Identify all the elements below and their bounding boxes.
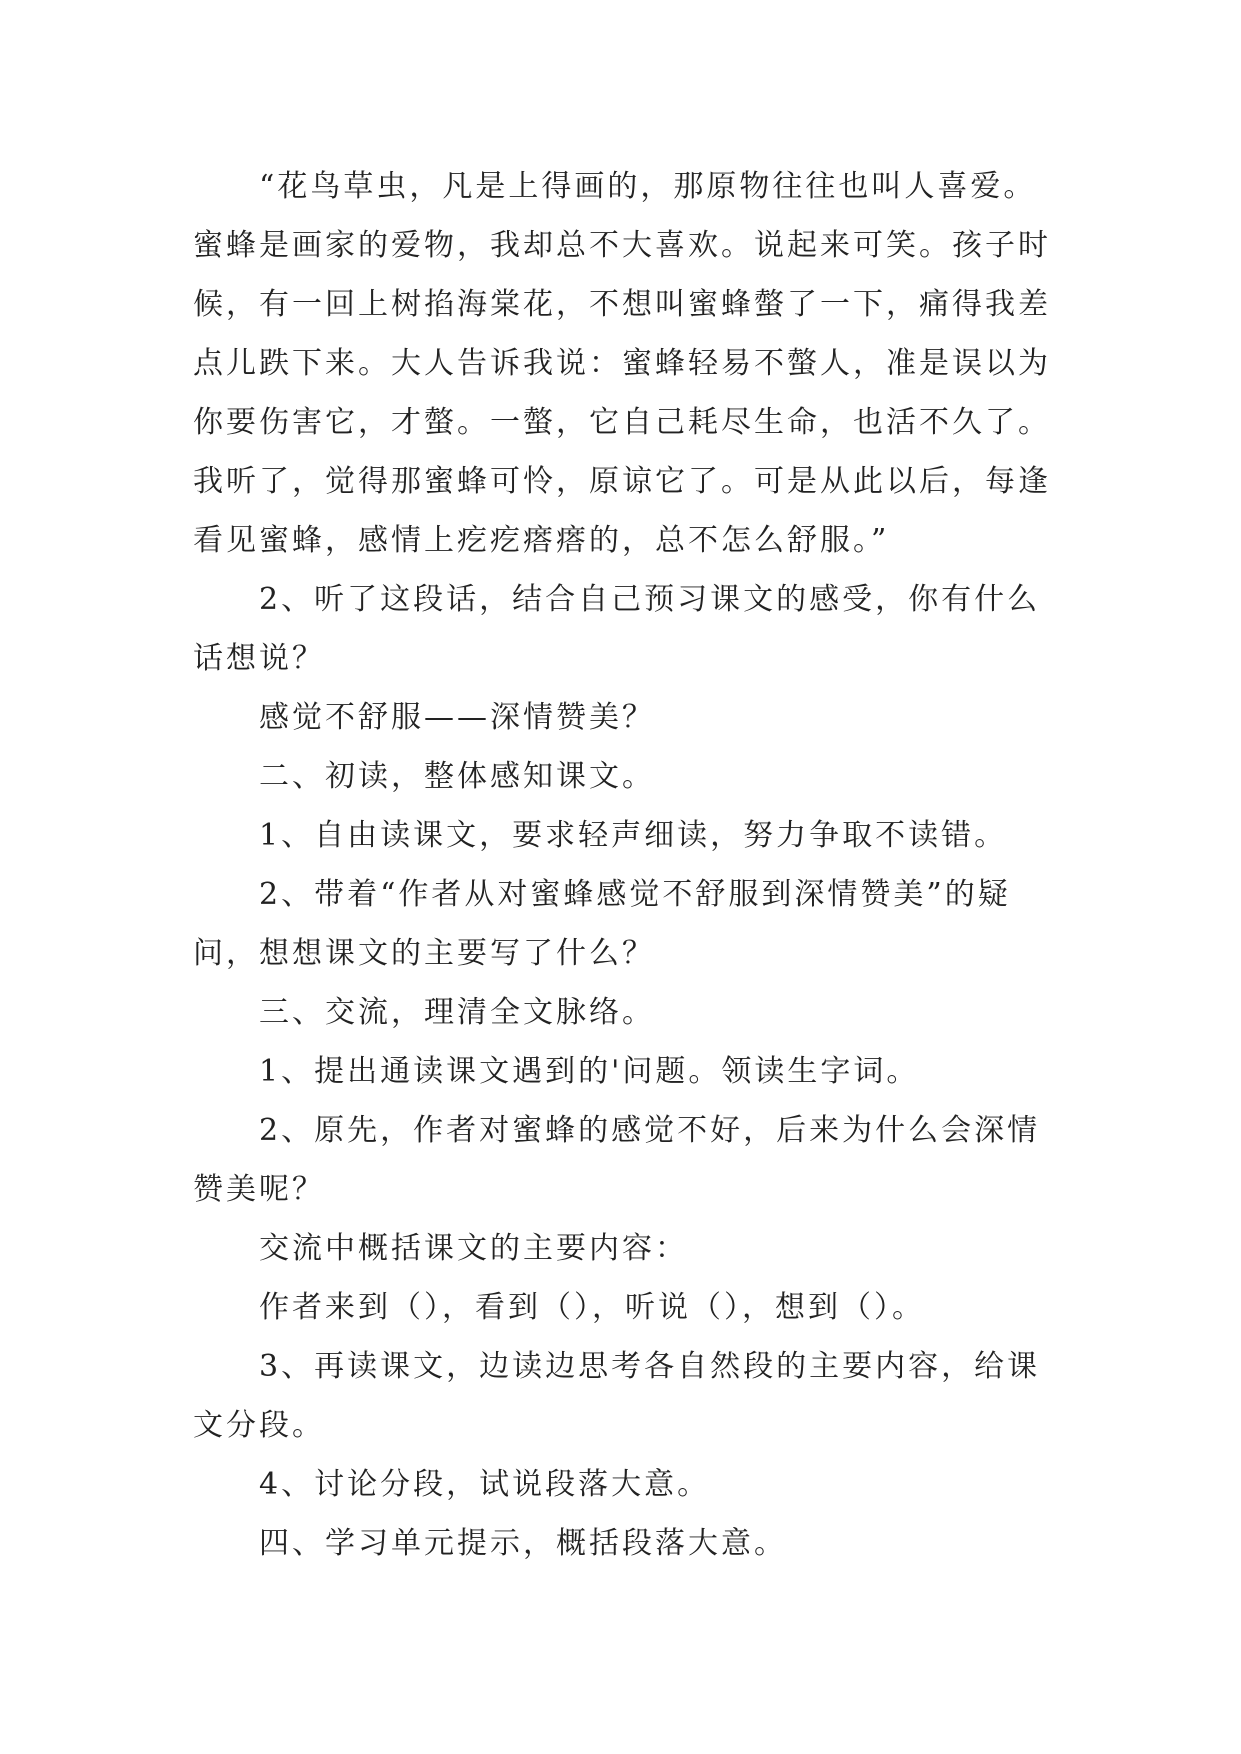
section-heading: 三、交流，理清全文脉络。 bbox=[259, 995, 655, 1030]
step-paragraph: 3、再读课文，边读边思考各自然段的主要内容，给课文分段。 bbox=[193, 1349, 1041, 1443]
step-paragraph: 1、提出通读课文遇到的'问题。领读生字词。 bbox=[259, 1054, 920, 1089]
step-paragraph: 2、带着“作者从对蜜蜂感觉不舒服到深情赞美”的疑问，想想课文的主要写了什么？ bbox=[193, 877, 1011, 971]
quote-paragraph: “花鸟草虫，凡是上得画的，那原物往往也叫人喜爱。蜜蜂是画家的爱物，我却总不大喜欢。说起来可笑。孩子时候，有一回上树掐海棠花，不想叫蜜蜂螫了一下，痛得我差点儿跌下来。大人告诉我说：蜜蜂轻易不螫人，准是误以为你要伤害它，才螫。一螫，它自己耗尽生命，也活不久了。我听了，觉得那蜜蜂可怜，原谅它了。可是从此以后，每逢看见蜜蜂，感情上疙疙瘩瘩的，总不怎么舒服。” bbox=[193, 169, 1051, 558]
step-paragraph: 1、自由读课文，要求轻声细读，努力争取不读错。 bbox=[259, 818, 1008, 853]
section-heading: 四、学习单元提示，概括段落大意。 bbox=[259, 1526, 787, 1561]
question-paragraph: 2、听了这段话，结合自己预习课文的感受，你有什么话想说？ bbox=[193, 582, 1041, 676]
document-body bbox=[193, 157, 1053, 1573]
text-paragraph: 感觉不舒服——深情赞美？ bbox=[259, 700, 655, 735]
text-paragraph: 交流中概括课文的主要内容： bbox=[259, 1231, 688, 1266]
step-paragraph: 2、原先，作者对蜜蜂的感觉不好，后来为什么会深情赞美呢？ bbox=[193, 1113, 1041, 1207]
step-paragraph: 4、讨论分段，试说段落大意。 bbox=[259, 1467, 711, 1502]
fill-in-paragraph: 作者来到（），看到（），听说（），想到（）。 bbox=[259, 1290, 925, 1325]
section-heading: 二、初读，整体感知课文。 bbox=[259, 759, 655, 794]
